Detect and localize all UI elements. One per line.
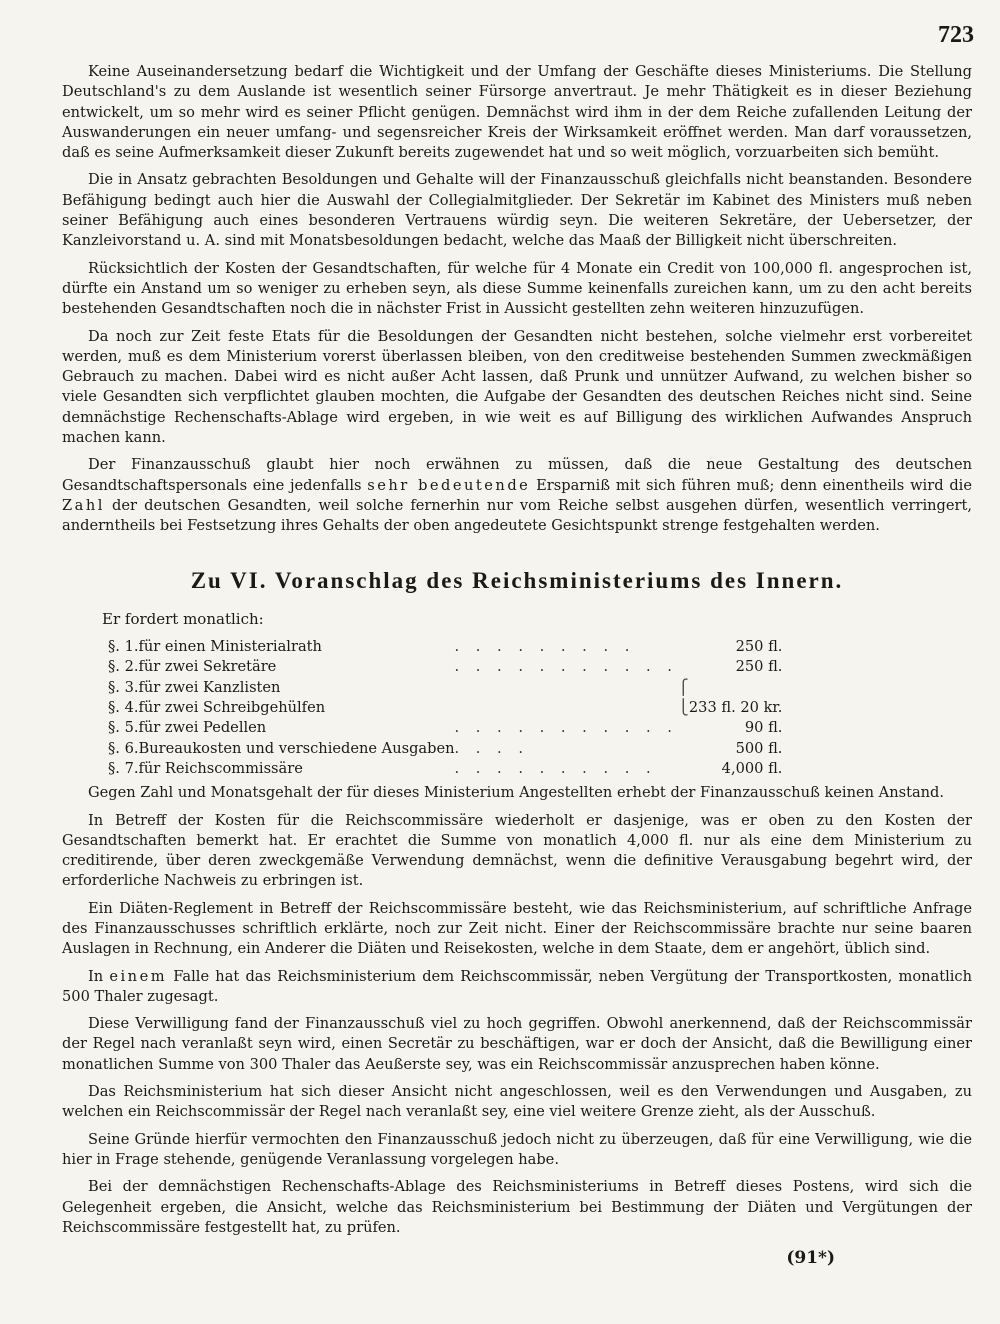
text-run: Falle hat das Reichsministerium dem Reichscommissär, neben Vergütung der Transportkosten, monatlich 500 Thaler zugesagt. xyxy=(62,967,972,1005)
section-number: §. 7. xyxy=(108,759,139,777)
item-amount: 90 fl. xyxy=(744,719,783,737)
leader-dots xyxy=(455,678,678,698)
budget-row xyxy=(108,698,782,718)
section-number: §. 5. xyxy=(108,719,139,737)
paragraph: Keine Auseinandersetzung bedarf die Wichtigkeit und der Umfang der Geschäfte dieses Ministeriums. Die Stellung Deutschland's zu dem Auslande ist wesentlich seiner Fürsorge anvertraut. Je mehr Thätigkeit es in dieser Beziehung entwickelt, um so mehr wird es seiner Pflicht genügen. Demnächst wird ihm in der dem Reiche zufallenden Leitung der Auswanderungen ein neuer umfang- und segensreicher Kreis der Wirksamkeit eröffnet werden. Man darf voraussetzen, daß es seine Aufmerksamkeit dieser Zukunft bereits zugewendet hat und so weit möglich, vorzuarbeiten sich bemüht. xyxy=(62,63,972,162)
leader-dots: . . . . . . . . . . . xyxy=(454,719,678,737)
paragraph: Ein Diäten-Reglement in Betreff der Reichscommissäre besteht, wie das Reichsministerium, auf schriftliche Anfrage des Finanzausschusses schriftlich erklärte, noch zur Zeit nicht. Einer der Reichscommissäre brachte nur seine baaren Auslagen in Rechnung, ein Anderer die Diäten und Reisekosten, welche in dem Staate, dem er angehört, üblich sind. xyxy=(62,899,972,958)
document-body xyxy=(62,62,972,1245)
brace xyxy=(678,739,689,759)
item-amount xyxy=(689,678,783,698)
item-description: für zwei Pedellen xyxy=(138,719,267,737)
leader-dots: . . . . . . . . . xyxy=(454,638,636,656)
paragraph: Diese Verwilligung fand der Finanzausschuß viel zu hoch gegriffen. Obwohl anerkennend, daß der Reichscommissär der Regel nach veranlaßt seyn wird, einen Secretär zu beschäftigen, war er doch der Ansicht, daß die Bewilligung einer monatlichen Summe von 300 Thaler das Aeußerste sey, was ein Reichscommissär anzusprechen haben könne. xyxy=(62,1015,972,1073)
budget-row xyxy=(108,637,782,657)
item-amount: 4,000 fl. xyxy=(721,759,783,777)
item-description: für Reichscommissäre xyxy=(138,759,303,777)
paragraph: Da noch zur Zeit feste Etats für die Besoldungen der Gesandten nicht bestehen, solche vielmehr erst vorbereitet werden, muß es dem Ministerium vorerst überlassen bleiben, von den creditweise bestehenden Summen zweckmäßigen Gebrauch zu machen. Dabei wird es nicht außer Acht lassen, daß Prunk und unnützer Aufwand, zu welchen bisher so viele Gesandten sich verpflichtet glauben mochten, die Aufgabe der Gesandten des deutschen Reiches nicht sind. Seine demnächstige Rechenschafts-Ablage wird ergeben, in wie weit es auf Billigung des wirklichen Aufwandes Anspruch machen kann. xyxy=(62,327,972,447)
item-description: für zwei Kanzlisten xyxy=(138,678,281,696)
text-run: In xyxy=(88,967,110,985)
budget-row xyxy=(108,678,782,698)
budget-row xyxy=(108,759,782,779)
emphasis-spaced: Zahl xyxy=(62,496,105,514)
item-amount: 233 fl. 20 kr. xyxy=(688,699,783,717)
emphasis-spaced: sehr bedeutende xyxy=(367,476,531,494)
section-heading: Zu VI. Voranschlag des Reichsministeriums des Innern. xyxy=(190,567,844,593)
signature-mark: (91*) xyxy=(786,1248,835,1268)
leader-dots: . . . . . . . . . . xyxy=(454,759,657,777)
leader-dots: . . . . . . . . . . . xyxy=(454,658,678,676)
budget-table xyxy=(108,637,782,779)
paragraph: Rücksichtlich der Kosten der Gesandtschaften, für welche für 4 Monate ein Credit von 100,000 fl. angesprochen ist, dürfte ein Anstand um so weniger zu erheben seyn, als diese Summe keinenfalls zureichen kann, um zu den acht bereits bestehenden Gesandtschaften noch die in nächster Frist in Aussicht gestellten zehn weiteren hinzuzufügen. xyxy=(62,259,972,318)
text-run: Der Finanzausschuß glaubt hier noch erwähnen zu müssen, daß die neue Gestaltung des deutschen Gesandtschaftspersonals eine jedenfalls xyxy=(62,456,972,494)
budget-row xyxy=(108,657,782,677)
budget-row xyxy=(108,718,782,738)
brace-bottom: ⎩ xyxy=(677,699,689,717)
paragraph-spaced-emphasis xyxy=(62,967,972,1008)
section-number: §. 3. xyxy=(108,678,139,696)
budget-row xyxy=(108,739,782,759)
paragraph: Die in Ansatz gebrachten Besoldungen und Gehalte will der Finanzausschuß gleichfalls nicht beanstanden. Besondere Befähigung bedingt auch hier die Auswahl der Collegialmitglieder. Der Sekretär im Kabinet des Ministers muß neben seiner Befähigung auch eines besonderen Vertrauens würdig seyn. Die weiteren Sekretäre, der Uebersetzer, der Kanzleivorstand u. A. sind mit Monatsbesoldungen bedacht, welche das Maaß der Billigkeit nicht überschreiten. xyxy=(62,171,972,250)
leader-dots: . . . . xyxy=(454,739,529,757)
page-number: 723 xyxy=(938,22,974,48)
item-amount: 250 fl. xyxy=(735,658,783,676)
text-run: der deutschen Gesandten, weil solche fernerhin nur vom Reiche selbst ausgehen dürfen, wesentlich verringert, anderntheils bei Festsetzung ihres Gehalts der oben angedeutete Gesichtspunkt strenge festgehalten werden. xyxy=(62,496,972,535)
brace xyxy=(678,718,689,738)
paragraph: Bei der demnächstigen Rechenschafts-Ablage des Reichsministeriums in Betreff dieses Postens, wird sich die Gelegenheit ergeben, die Ansicht, welche das Reichsministerium bei Bestimmung der Diäten und Vergütungen der Reichscommissäre festgestellt hat, zu prüfen. xyxy=(62,1178,972,1236)
brace xyxy=(678,759,689,779)
paragraph-spaced-emphasis xyxy=(62,455,972,536)
paragraph: Seine Gründe hierfür vermochten den Finanzausschuß jedoch nicht zu überzeugen, daß für eine Verwilligung, wie die hier in Frage stehende, genügende Veranlassung vorgelegen habe. xyxy=(62,1130,972,1168)
item-description: für zwei Schreibgehülfen xyxy=(138,699,326,717)
item-amount: 250 fl. xyxy=(735,638,783,656)
section-number: §. 4. xyxy=(108,699,139,717)
leader-dots xyxy=(455,698,678,718)
brace xyxy=(678,657,689,677)
paragraph: In Betreff der Kosten für die Reichscommissäre wiederholt er dasjenige, was er oben zu den Kosten der Gesandtschaften bemerkt hat. Er erachtet die Summe von monatlich 4,000 fl. nur als eine dem Ministerium zu creditirende, über deren zweckgemäße Verwendung demnächst, wenn die definitive Verausgabung begehrt wird, der erforderliche Nachweis zu erbringen ist. xyxy=(62,811,972,890)
section-number: §. 6. xyxy=(108,739,139,757)
section-intro: Er fordert monatlich: xyxy=(102,609,264,628)
section-number: §. 2. xyxy=(108,658,139,676)
paragraph: Das Reichsministerium hat sich dieser Ansicht nicht angeschlossen, weil es den Verwendungen und Ausgaben, zu welchen ein Reichscommissär der Regel nach veranlaßt sey, eine viel weitere Grenze zieht, als der Ausschuß. xyxy=(62,1083,972,1121)
item-amount: 500 fl. xyxy=(735,739,783,757)
paragraph: Gegen Zahl und Monatsgehalt der für dieses Ministerium Angestellten erhebt der Finanzausschuß keinen Anstand. xyxy=(88,784,945,802)
item-description: Bureaukosten und verschiedene Ausgaben xyxy=(138,739,455,757)
brace xyxy=(678,637,689,657)
item-description: für zwei Sekretäre xyxy=(138,658,277,676)
item-description: für einen Ministerialrath xyxy=(138,638,322,656)
brace-top: ⎧ xyxy=(677,678,689,696)
section-number: §. 1. xyxy=(108,638,139,656)
text-run: Ersparniß mit sich führen muß; denn einentheils wird die xyxy=(530,476,972,494)
emphasis-spaced: einem xyxy=(109,967,168,985)
